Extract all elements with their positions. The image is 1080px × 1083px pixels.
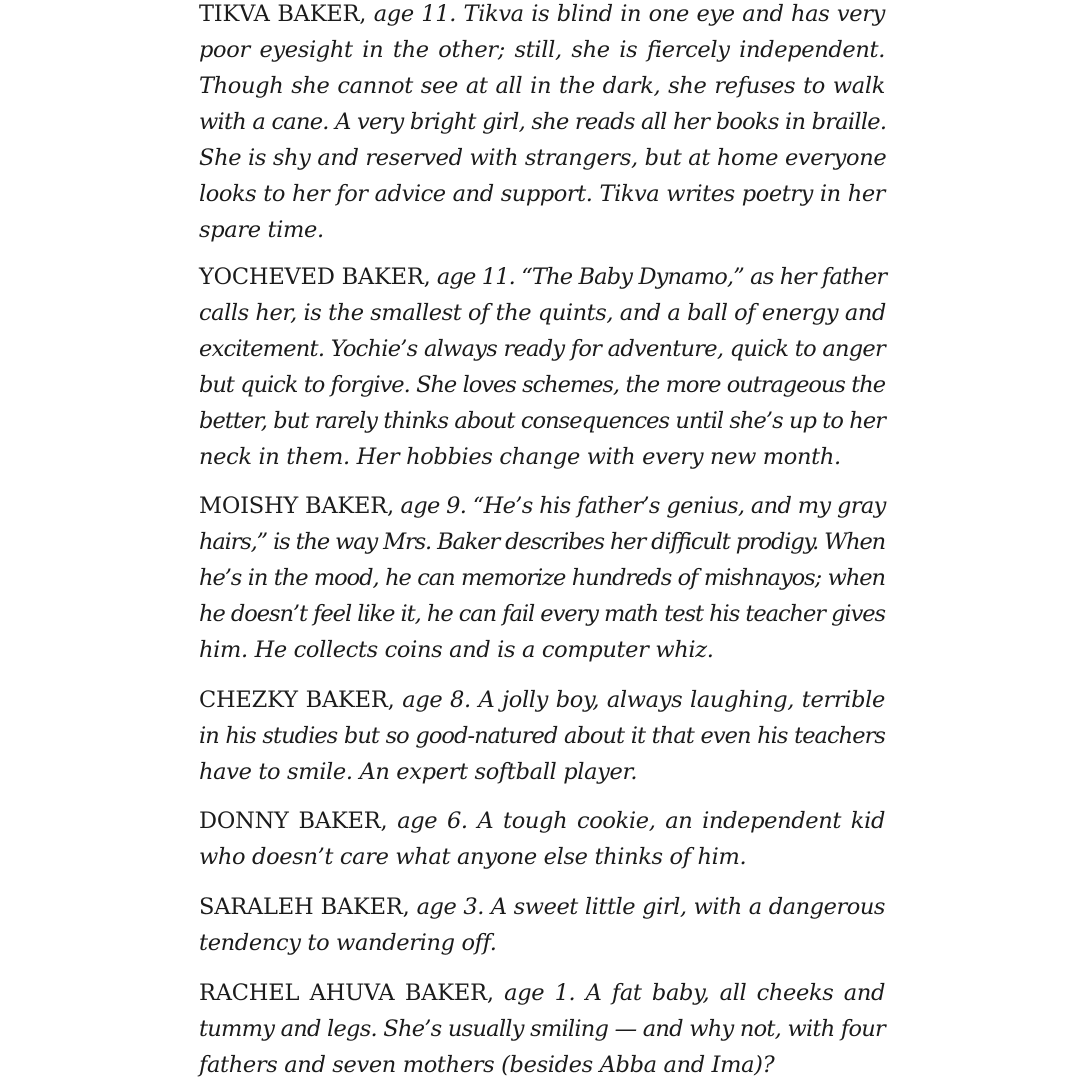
character-entry-yocheved [199,259,885,475]
entry-line: in his studies but so good-natured about it that even his teachers [199,723,885,749]
entry-line: TIKVA BAKER, age 11. Tikva is blind in one eye and has very [199,1,885,27]
entry-line: looks to her for advice and support. Tikva writes poetry in her [199,181,885,207]
entry-line: excitement. Yochie’s always ready for adventure, quick to anger [199,336,885,362]
character-name: RACHEL AHUVA BAKER, [199,980,494,1006]
entry-line: he’s in the mood, he can memorize hundreds of mishnayos; when [199,565,885,591]
entry-line: tendency to wandering off. [199,930,497,956]
entry-line: neck in them. Her hobbies change with every new month. [199,444,841,470]
entry-line: him. He collects coins and is a computer whiz. [199,637,714,663]
entry-line: SARALEH BAKER, age 3. A sweet little girl, with a dangerous [199,894,886,920]
entry-line: MOISHY BAKER, age 9. “He’s his father’s genius, and my gray [199,493,886,519]
entry-line: with a cane. A very bright girl, she reads all her books in braille. [199,109,887,135]
character-entry-chezky [199,682,885,790]
entry-line: better, but rarely thinks about consequences until she’s up to her [199,408,885,434]
character-entry-saraleh [199,889,885,961]
character-name: CHEZKY BAKER, [199,687,395,713]
entry-line: he doesn’t feel like it, he can fail every math test his teacher gives [199,601,885,627]
entry-line: Though she cannot see at all in the dark, she refuses to walk [199,73,885,99]
entry-line: spare time. [199,217,324,243]
character-name: TIKVA BAKER, [199,1,367,27]
entry-line: have to smile. An expert softball player. [199,759,638,785]
entry-line: YOCHEVED BAKER, age 11. “The Baby Dynamo,” as her father [199,264,887,290]
entry-line: poor eyesight in the other; still, she is fiercely independent. [199,37,885,63]
entry-line: DONNY BAKER, age 6. A tough cookie, an independent kid [199,808,885,834]
character-name: YOCHEVED BAKER, [199,264,431,290]
entry-line: but quick to forgive. She loves schemes, the more outrageous the [199,372,885,398]
entry-line: who doesn’t care what anyone else thinks of him. [199,844,747,870]
entry-line: hairs,” is the way Mrs. Baker describes her difficult prodigy. When [199,529,885,555]
character-name: DONNY BAKER, [199,808,388,834]
character-entry-donny [199,803,885,875]
character-name: SARALEH BAKER, [199,894,410,920]
entry-line: tummy and legs. She’s usually smiling — and why not, with four [199,1016,885,1042]
character-name: MOISHY BAKER, [199,493,394,519]
entry-line: CHEZKY BAKER, age 8. A jolly boy, always laughing, terrible [199,687,885,713]
character-entry-rachel-ahuva [199,975,885,1083]
entry-line: fathers and seven mothers (besides Abba and Ima)? [199,1052,775,1078]
character-entry-tikva [199,0,885,248]
entry-line: She is shy and reserved with strangers, but at home everyone [199,145,887,171]
character-entry-moishy [199,488,885,668]
entry-line: RACHEL AHUVA BAKER, age 1. A fat baby, all cheeks and [199,980,886,1006]
entry-line: calls her, is the smallest of the quints, and a ball of energy and [199,300,886,326]
